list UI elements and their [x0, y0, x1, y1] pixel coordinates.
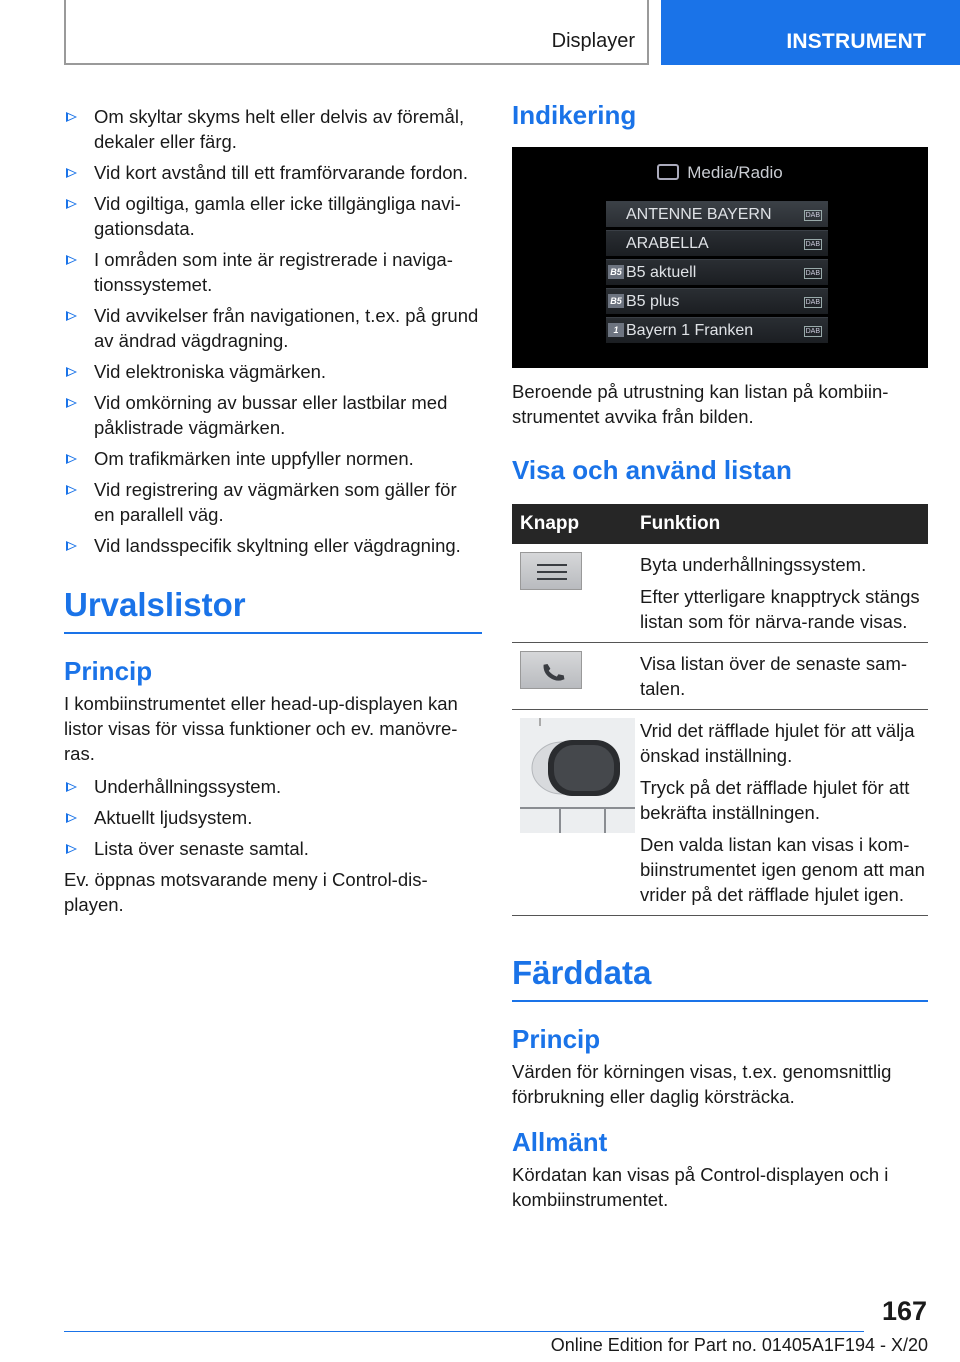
- heading-princip-farddata: Princip: [512, 1024, 601, 1054]
- arrow-bullet-icon: [66, 199, 77, 209]
- media-icon: [657, 164, 679, 180]
- arrow-bullet-icon: [66, 255, 77, 265]
- footer-divider: [64, 1331, 864, 1332]
- media-list-item: B5 B5 aktuell DAB: [606, 259, 828, 285]
- station-logo-icon: B5: [608, 265, 624, 279]
- media-radio-screenshot: [512, 147, 928, 368]
- list-item: Vid kort avstånd till ett framförvarande fordon.: [64, 160, 482, 185]
- image-caption: Beroende på utrustning kan listan på kombiin-strumentet avvika från bilden.: [512, 381, 889, 427]
- heading-farddata: Färddata: [512, 954, 928, 1002]
- phone-button-icon: [520, 651, 582, 689]
- media-list-item: ANTENNE BAYERN DAB: [606, 201, 828, 227]
- media-title: Media/Radio: [512, 163, 928, 183]
- table-cell-text: Tryck på det räfflade hjulet för att bekräfta inställningen.: [640, 777, 910, 823]
- column-header-knapp: Knapp: [512, 504, 640, 544]
- heading-urvalslistor: Urvalslistor: [64, 586, 482, 634]
- list-types: [64, 774, 482, 861]
- header-section-title: Displayer: [551, 30, 635, 52]
- station-logo-icon: 1: [608, 323, 624, 337]
- arrow-bullet-icon: [66, 112, 77, 122]
- media-list-item: 1 Bayern 1 Franken DAB: [606, 317, 828, 343]
- table-row: [512, 544, 928, 643]
- limitations-list: [64, 104, 482, 558]
- arrow-bullet-icon: [66, 782, 77, 792]
- arrow-bullet-icon: [66, 168, 77, 178]
- left-column: [64, 104, 482, 917]
- list-item: Lista över senaste samtal.: [64, 836, 482, 861]
- list-item: I områden som inte är registrerade i naviga-tionssystemet.: [64, 247, 482, 297]
- list-item: Vid elektroniska vägmärken.: [64, 359, 482, 384]
- table-cell-text: Efter ytterligare knapptryck stängs listan som för närva-rande visas.: [640, 586, 920, 632]
- list-item: Vid landsspecifik skyltning eller vägdragning.: [64, 533, 482, 558]
- arrow-bullet-icon: [66, 485, 77, 495]
- table-cell-text: Visa listan över de senaste sam-talen.: [640, 653, 908, 699]
- arrow-bullet-icon: [66, 541, 77, 551]
- outro-paragraph: Ev. öppnas motsvarande meny i Control-dis-playen.: [64, 869, 428, 915]
- list-item: Vid omkörning av bussar eller lastbilar med påklistrade vägmärken.: [64, 390, 482, 440]
- column-header-funktion: Funktion: [640, 504, 928, 544]
- page-number: 167: [881, 1296, 927, 1326]
- arrow-bullet-icon: [66, 813, 77, 823]
- list-item: Underhållningssystem.: [64, 774, 482, 799]
- arrow-bullet-icon: [66, 367, 77, 377]
- media-list-item: B5 B5 plus DAB: [606, 288, 828, 314]
- media-list-item: ARABELLA DAB: [606, 230, 828, 256]
- arrow-bullet-icon: [66, 311, 77, 321]
- table-row: [512, 710, 928, 916]
- arrow-bullet-icon: [66, 454, 77, 464]
- heading-indikering: Indikering: [512, 100, 637, 130]
- arrow-bullet-icon: [66, 398, 77, 408]
- header-chapter-title: INSTRUMENT: [786, 30, 926, 53]
- station-logo-icon: B5: [608, 294, 624, 308]
- table-row: [512, 643, 928, 710]
- intro-paragraph: I kombiinstrumentet eller head-up-displayen kan listor visas för vissa funktioner och ev. manövre-ras.: [64, 693, 458, 764]
- list-item: Vid ogiltiga, gamla eller icke tillgängliga navi-gationsdata.: [64, 191, 482, 241]
- list-item: Vid registrering av vägmärken som gäller för en parallell väg.: [64, 477, 482, 527]
- princip-paragraph: Värden för körningen visas, t.ex. genomsnittlig förbrukning eller daglig körsträcka.: [512, 1061, 892, 1107]
- heading-allmant: Allmänt: [512, 1127, 608, 1157]
- table-cell-text: Vrid det räfflade hjulet för att välja önskad inställning.: [640, 720, 915, 766]
- allmant-paragraph: Kördatan kan visas på Control-displayen och i kombiinstrumentet.: [512, 1164, 889, 1210]
- list-item: Om skyltar skyms helt eller delvis av föremål, dekaler eller färg.: [64, 104, 482, 154]
- heading-princip: Princip: [64, 656, 153, 686]
- right-column: [512, 100, 928, 1212]
- arrow-bullet-icon: [66, 844, 77, 854]
- footer-edition: Online Edition for Part no. 01405A1F194 - X/20: [550, 1335, 928, 1355]
- list-button-icon: [520, 552, 582, 590]
- list-item: Vid avvikelser från navigationen, t.ex. på grund av ändrad vägdragning.: [64, 303, 482, 353]
- button-function-table: [512, 504, 928, 916]
- knurled-wheel-icon: [520, 718, 635, 833]
- list-item: Om trafikmärken inte uppfyller normen.: [64, 446, 482, 471]
- heading-visa-och-anvand: Visa och använd listan: [512, 455, 792, 485]
- list-item: Aktuellt ljudsystem.: [64, 805, 482, 830]
- table-cell-text: Byta underhållningssystem.: [640, 554, 867, 575]
- table-cell-text: Den valda listan kan visas i kom-biinstrumentet igen genom att man vrider på det räfflade hjulet igen.: [640, 834, 925, 905]
